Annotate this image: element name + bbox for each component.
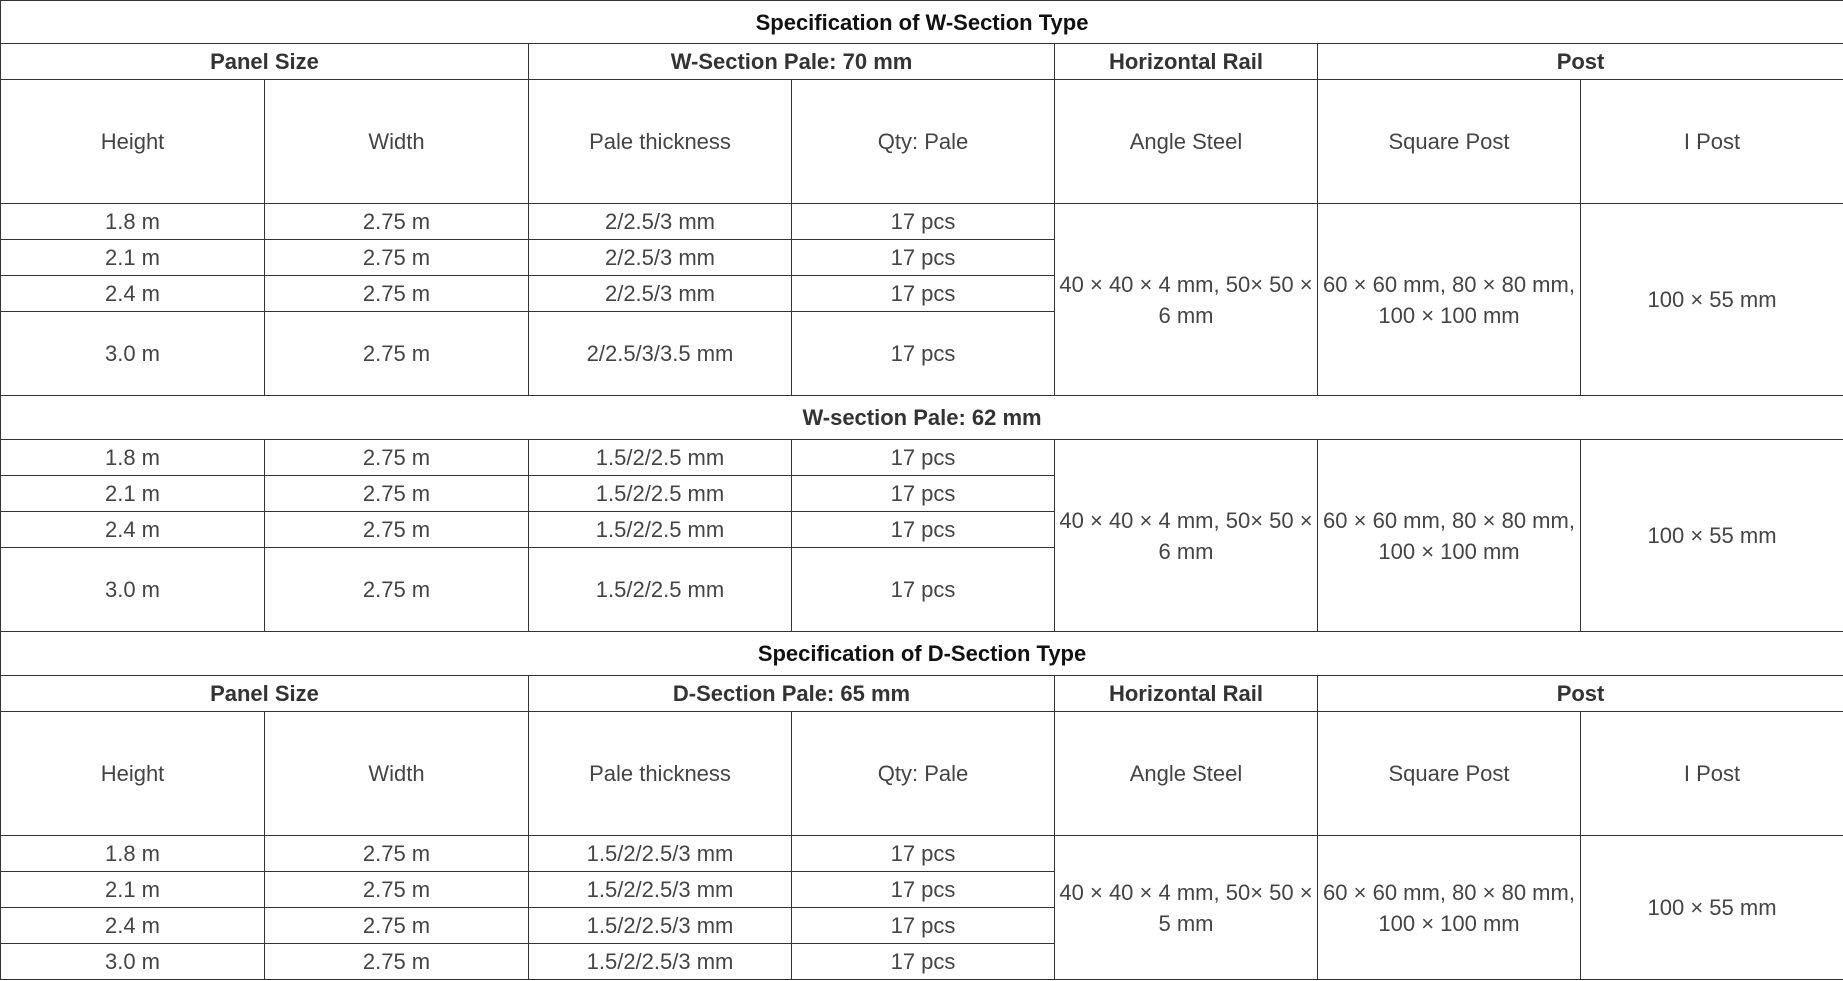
width-cell: 2.75 m (265, 836, 529, 872)
qty-pale-column-header: Qty: Pale (792, 80, 1055, 204)
angle-steel-cell: 40 × 40 × 4 mm, 50× 50 × 6 mm (1055, 440, 1318, 632)
horizontal-rail-header: Horizontal Rail (1055, 44, 1318, 80)
width-cell: 2.75 m (265, 276, 529, 312)
panel-size-header: Panel Size (1, 44, 529, 80)
pale-thickness-cell: 1.5/2/2.5 mm (529, 548, 792, 632)
width-cell: 2.75 m (265, 908, 529, 944)
w-section-subheading-row (1, 396, 1843, 440)
i-post-cell: 100 × 55 mm (1581, 836, 1843, 980)
table-row (1, 440, 1843, 476)
i-post-column-header: I Post (1581, 80, 1843, 204)
w-section-title: Specification of W-Section Type (1, 1, 1843, 44)
qty-cell: 17 pcs (792, 944, 1055, 980)
width-cell: 2.75 m (265, 440, 529, 476)
qty-cell: 17 pcs (792, 440, 1055, 476)
d-section-column-header-row (1, 712, 1843, 836)
height-cell: 1.8 m (1, 204, 265, 240)
pale-thickness-cell: 2/2.5/3 mm (529, 204, 792, 240)
height-cell: 1.8 m (1, 440, 265, 476)
pale-thickness-cell: 2/2.5/3/3.5 mm (529, 312, 792, 396)
width-cell: 2.75 m (265, 476, 529, 512)
height-cell: 2.4 m (1, 276, 265, 312)
qty-cell: 17 pcs (792, 312, 1055, 396)
width-column-header: Width (265, 712, 529, 836)
angle-steel-cell: 40 × 40 × 4 mm, 50× 50 × 6 mm (1055, 204, 1318, 396)
angle-steel-column-header: Angle Steel (1055, 712, 1318, 836)
pale-thickness-cell: 2/2.5/3 mm (529, 276, 792, 312)
qty-cell: 17 pcs (792, 836, 1055, 872)
height-cell: 3.0 m (1, 548, 265, 632)
width-cell: 2.75 m (265, 872, 529, 908)
d-section-title-row (1, 632, 1843, 676)
height-cell: 2.4 m (1, 512, 265, 548)
width-cell: 2.75 m (265, 312, 529, 396)
horizontal-rail-header: Horizontal Rail (1055, 676, 1318, 712)
width-cell: 2.75 m (265, 944, 529, 980)
angle-steel-column-header: Angle Steel (1055, 80, 1318, 204)
width-cell: 2.75 m (265, 512, 529, 548)
post-header: Post (1318, 44, 1843, 80)
post-header: Post (1318, 676, 1843, 712)
w-section-title-row (1, 1, 1843, 44)
height-cell: 1.8 m (1, 836, 265, 872)
qty-cell: 17 pcs (792, 548, 1055, 632)
square-post-column-header: Square Post (1318, 712, 1581, 836)
height-cell: 3.0 m (1, 944, 265, 980)
width-cell: 2.75 m (265, 548, 529, 632)
pale-thickness-column-header: Pale thickness (529, 80, 792, 204)
square-post-cell: 60 × 60 mm, 80 × 80 mm, 100 × 100 mm (1318, 440, 1581, 632)
pale-thickness-cell: 1.5/2/2.5 mm (529, 440, 792, 476)
qty-cell: 17 pcs (792, 204, 1055, 240)
pale-thickness-cell: 2/2.5/3 mm (529, 240, 792, 276)
qty-cell: 17 pcs (792, 512, 1055, 548)
pale-thickness-cell: 1.5/2/2.5/3 mm (529, 836, 792, 872)
pale-header: W-Section Pale: 70 mm (529, 44, 1055, 80)
w-section-column-header-row (1, 80, 1843, 204)
height-cell: 2.1 m (1, 240, 265, 276)
pale-thickness-cell: 1.5/2/2.5/3 mm (529, 872, 792, 908)
width-cell: 2.75 m (265, 204, 529, 240)
d-section-title: Specification of D-Section Type (1, 632, 1843, 676)
qty-cell: 17 pcs (792, 872, 1055, 908)
width-column-header: Width (265, 80, 529, 204)
height-column-header: Height (1, 712, 265, 836)
pale-thickness-cell: 1.5/2/2.5 mm (529, 476, 792, 512)
w-section-subheading: W-section Pale: 62 mm (1, 396, 1843, 440)
qty-pale-column-header: Qty: Pale (792, 712, 1055, 836)
pale-header: D-Section Pale: 65 mm (529, 676, 1055, 712)
i-post-cell: 100 × 55 mm (1581, 440, 1843, 632)
width-cell: 2.75 m (265, 240, 529, 276)
d-section-group-header-row (1, 676, 1843, 712)
height-cell: 2.4 m (1, 908, 265, 944)
panel-size-header: Panel Size (1, 676, 529, 712)
qty-cell: 17 pcs (792, 908, 1055, 944)
pale-thickness-cell: 1.5/2/2.5 mm (529, 512, 792, 548)
qty-cell: 17 pcs (792, 276, 1055, 312)
w-section-group-header-row (1, 44, 1843, 80)
i-post-cell: 100 × 55 mm (1581, 204, 1843, 396)
table-row (1, 204, 1843, 240)
pale-thickness-cell: 1.5/2/2.5/3 mm (529, 944, 792, 980)
square-post-cell: 60 × 60 mm, 80 × 80 mm, 100 × 100 mm (1318, 836, 1581, 980)
angle-steel-cell: 40 × 40 × 4 mm, 50× 50 × 5 mm (1055, 836, 1318, 980)
pale-thickness-cell: 1.5/2/2.5/3 mm (529, 908, 792, 944)
height-column-header: Height (1, 80, 265, 204)
qty-cell: 17 pcs (792, 240, 1055, 276)
i-post-column-header: I Post (1581, 712, 1843, 836)
square-post-cell: 60 × 60 mm, 80 × 80 mm, 100 × 100 mm (1318, 204, 1581, 396)
qty-cell: 17 pcs (792, 476, 1055, 512)
height-cell: 2.1 m (1, 476, 265, 512)
height-cell: 3.0 m (1, 312, 265, 396)
table-row (1, 836, 1843, 872)
pale-thickness-column-header: Pale thickness (529, 712, 792, 836)
square-post-column-header: Square Post (1318, 80, 1581, 204)
height-cell: 2.1 m (1, 872, 265, 908)
